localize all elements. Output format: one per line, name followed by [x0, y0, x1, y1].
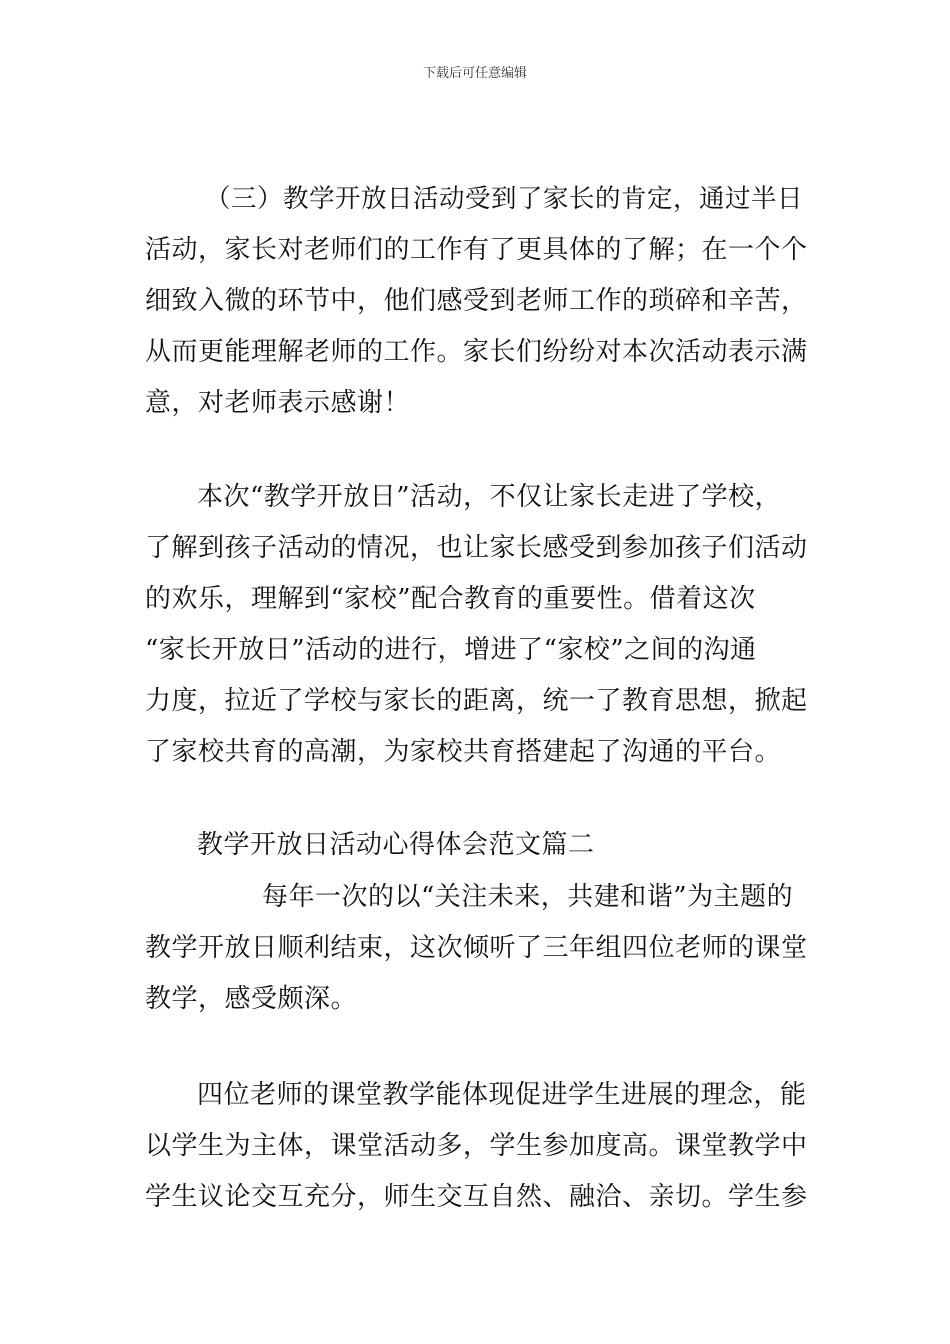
- paragraph-2: [145, 472, 810, 778]
- paragraph-line: 从而更能理解老师的工作。家长们纷纷对本次活动表示满: [145, 337, 808, 367]
- paragraph-line: 每年一次的以“关注未来，共建和谐”为主题的: [262, 882, 794, 912]
- paragraph-line: 学生议论交互充分，师生交互自然、融洽、亲切。学生参: [145, 1182, 808, 1212]
- paragraph-4: [145, 1070, 810, 1223]
- paragraph-line: （三）教学开放日活动受到了家长的肯定，通过半日: [205, 184, 804, 214]
- paragraph-line: 力度，拉近了学校与家长的距离，统一了教育思想，掀起: [145, 686, 808, 716]
- paragraph-line: “家长开放日”活动的进行，增进了“家校”之间的沟通: [145, 635, 757, 665]
- paragraph-line: 了解到孩子活动的情况，也让家长感受到参加孩子们活动: [145, 533, 808, 563]
- paragraph-line: 本次“教学开放日”活动，不仅让家长走进了学校，: [197, 482, 782, 512]
- paragraph-line: 教学，感受颇深。: [145, 984, 358, 1014]
- paragraph-line: 细致入微的环节中，他们感受到老师工作的琐碎和辛苦，: [145, 286, 808, 316]
- paragraph-line: 活动，家长对老师们的工作有了更具体的了解；在一个个: [145, 235, 808, 265]
- paragraph-line: 的欢乐，理解到“家校”配合教育的重要性。借着这次: [145, 584, 756, 614]
- section-title-text: 教学开放日活动心得体会范文篇二: [197, 830, 595, 860]
- paragraph-3: [145, 872, 810, 1025]
- paragraph-line: 了家校共育的高潮，为家校共育搭建起了沟通的平台。: [145, 737, 782, 767]
- page-header: 下载后可任意编辑: [422, 66, 527, 81]
- paragraph-line: 意，对老师表示感谢！: [145, 388, 411, 418]
- paragraph-1: [145, 174, 810, 429]
- paragraph-line: 教学开放日顺利结束，这次倾听了三年组四位老师的课堂: [145, 933, 808, 963]
- section-title: [145, 820, 810, 871]
- paragraph-line: 四位老师的课堂教学能体现促进学生进展的理念，能: [197, 1080, 807, 1110]
- paragraph-line: 以学生为主体，课堂活动多，学生参加度高。课堂教学中: [145, 1131, 808, 1161]
